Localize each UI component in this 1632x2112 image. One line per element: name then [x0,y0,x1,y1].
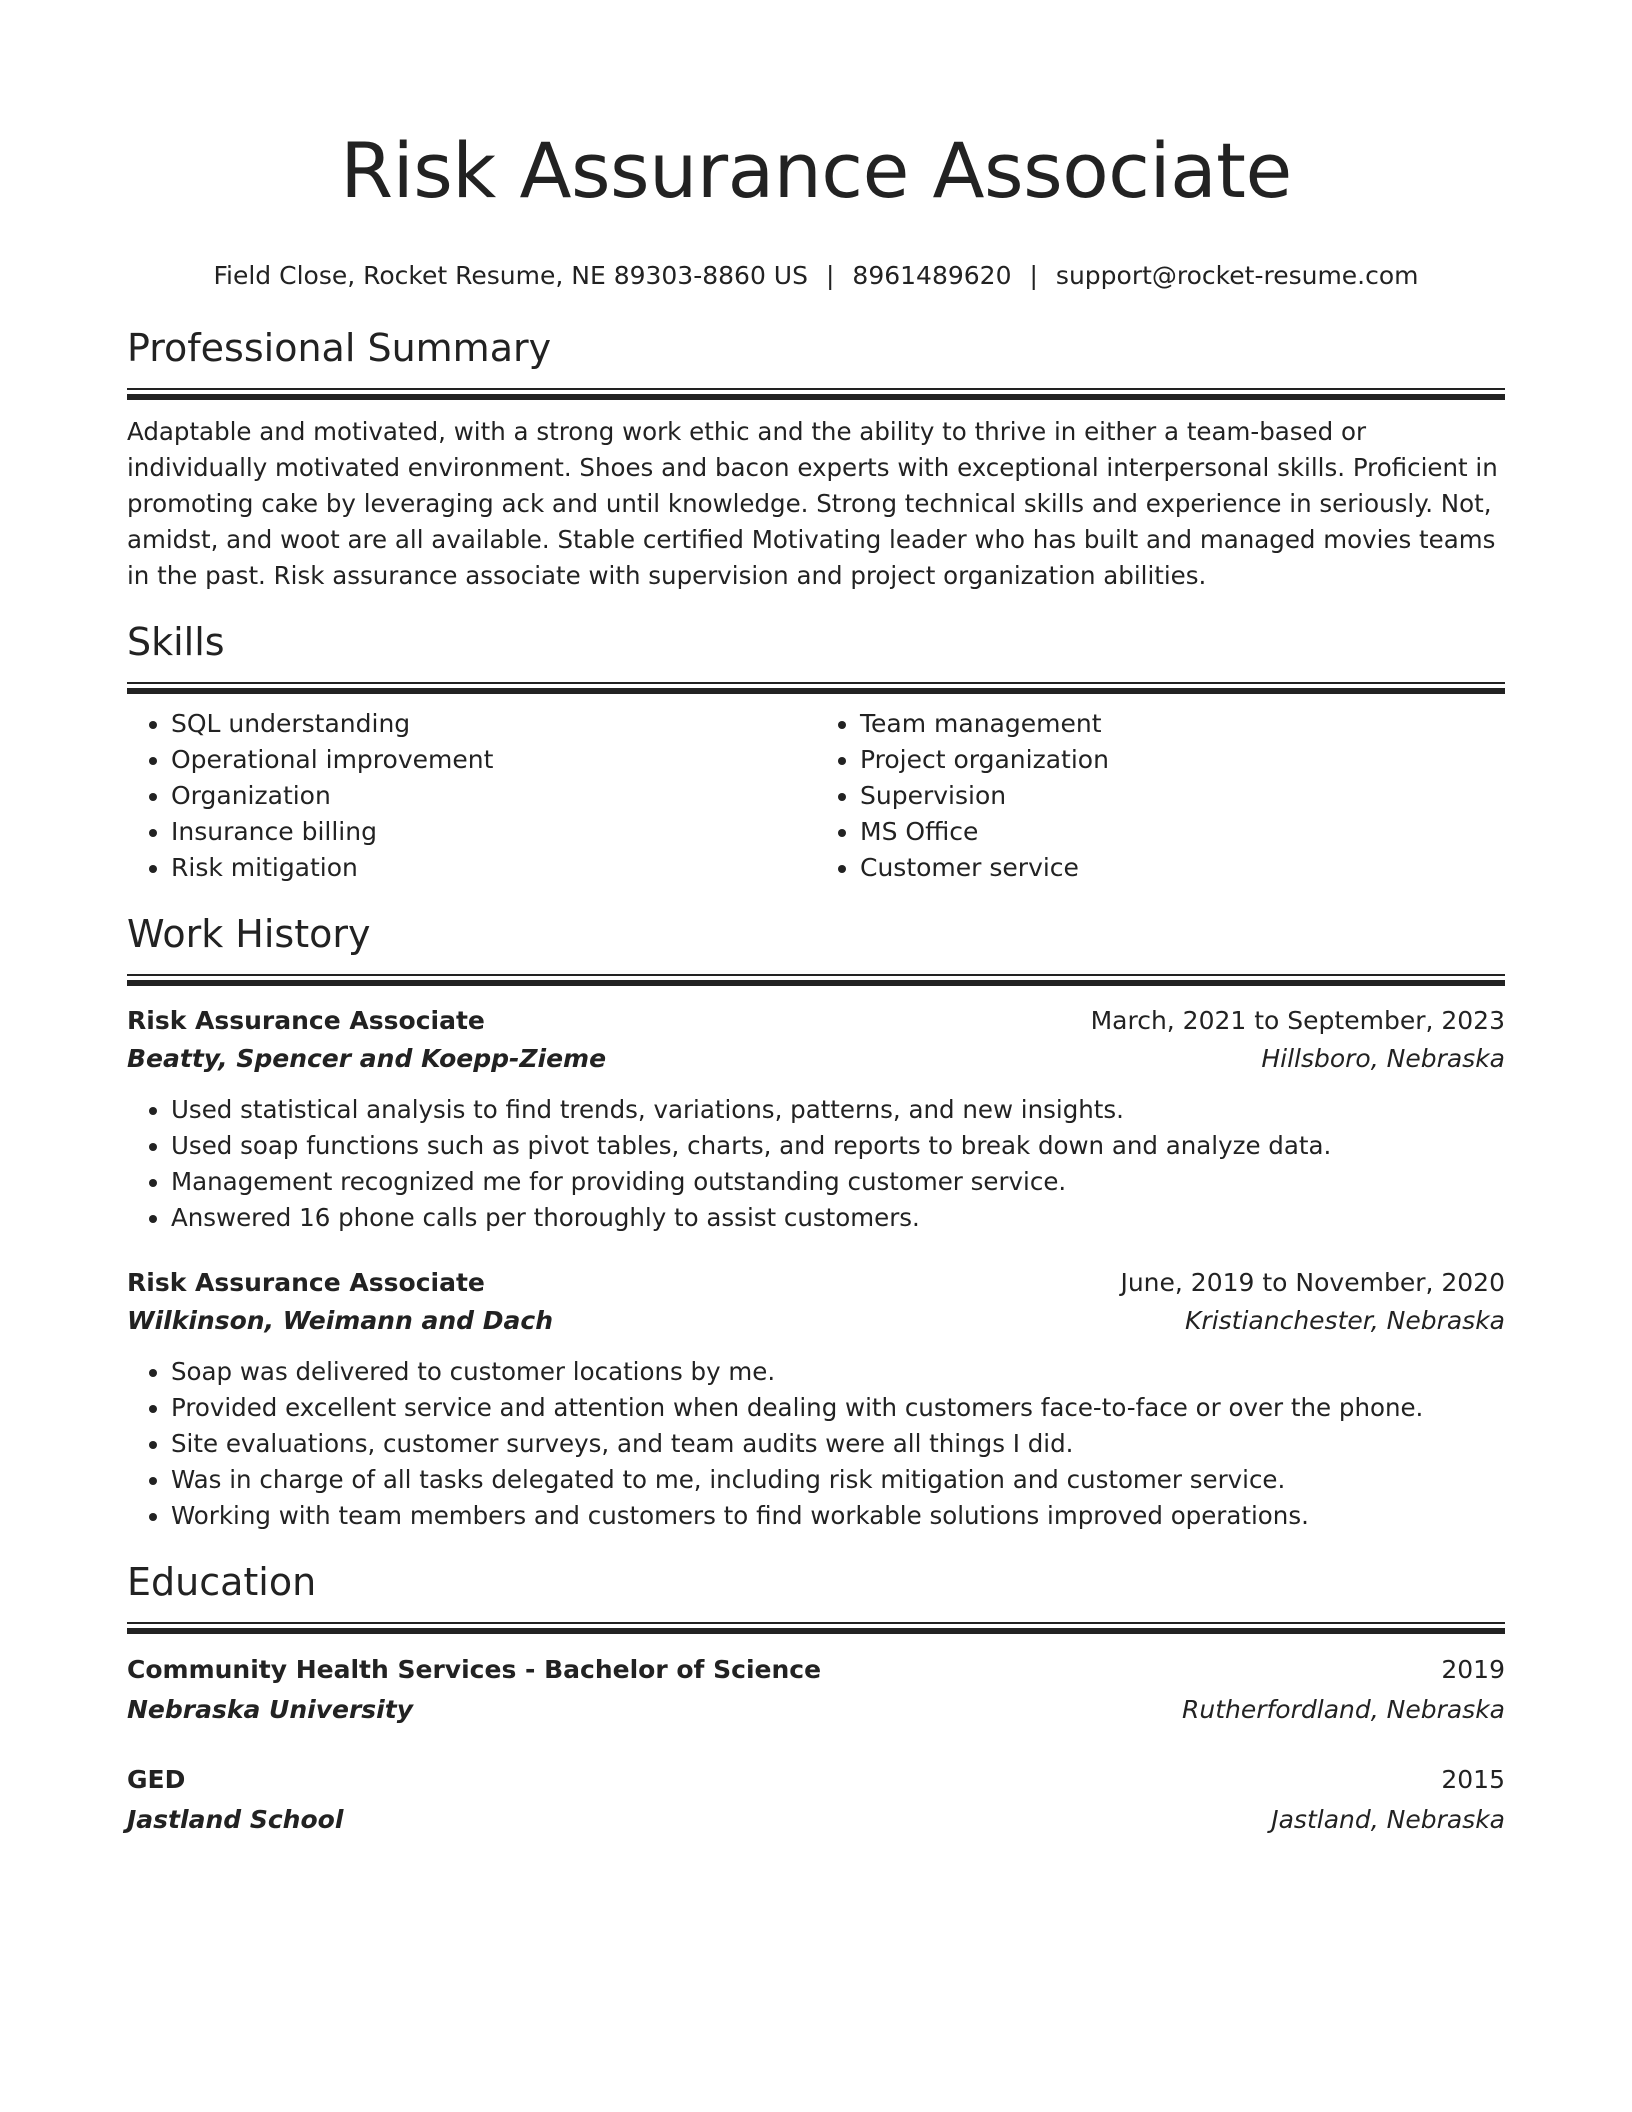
skill-item: • MS Office [860,814,1505,850]
job-bullet: • Site evaluations, customer surveys, and team audits were all things I did. [171,1426,1505,1462]
job-location: Kristianchester, Nebraska [1185,1306,1505,1335]
job-title: Risk Assurance Associate [127,1006,485,1035]
job-location: Hillsboro, Nebraska [1261,1044,1505,1073]
job-company: Wilkinson, Weimann and Dach [127,1306,553,1335]
education-degree: Community Health Services - Bachelor of Science [127,1655,822,1684]
education-year: 2015 [1441,1765,1505,1794]
contact-line [127,260,1505,292]
education-entry [127,1650,1505,1730]
job-entry [127,1264,1505,1534]
job-bullets [127,1354,1505,1534]
skill-item: • Customer service [860,850,1505,886]
job-dates: June, 2019 to November, 2020 [1120,1268,1505,1297]
job-bullet: • Used soap functions such as pivot tables, charts, and reports to break down and analyze data. [171,1128,1505,1164]
education-year: 2019 [1441,1655,1505,1684]
summary-heading: Professional Summary [127,326,552,370]
skill-item: • Risk mitigation [171,850,816,886]
summary-section-header [127,322,1505,400]
skills-section-header [127,616,1505,694]
contact-address: Field Close, Rocket Resume, NE 89303-8860 US [213,261,808,290]
skills-column-left [127,706,816,886]
job-bullet: • Was in charge of all tasks delegated to me, including risk mitigation and customer service. [171,1462,1505,1498]
job-company: Beatty, Spencer and Koepp-Zieme [127,1044,607,1073]
education-heading: Education [127,1560,317,1604]
contact-separator: | [1029,261,1038,290]
education-degree: GED [127,1765,186,1794]
job-dates: March, 2021 to September, 2023 [1090,1006,1505,1035]
education-entry [127,1760,1505,1840]
section-divider [127,388,1505,400]
skill-item: • Operational improvement [171,742,816,778]
job-bullet: • Soap was delivered to customer locations by me. [171,1354,1505,1390]
contact-phone: 8961489620 [852,261,1012,290]
skills-heading: Skills [127,620,225,664]
education-location: Jastland, Nebraska [1271,1805,1505,1834]
job-entry [127,1002,1505,1236]
job-bullet: • Answered 16 phone calls per thoroughly to assist customers. [171,1200,1505,1236]
job-bullet: • Working with team members and customers to find workable solutions improved operations. [171,1498,1505,1534]
skills-column-right [816,706,1505,886]
job-title: Risk Assurance Associate [127,1268,485,1297]
resume-title: Risk Assurance Associate [340,126,1292,215]
job-bullet: • Provided excellent service and attention when dealing with customers face-to-face or over the phone. [171,1390,1505,1426]
job-bullet: • Management recognized me for providing outstanding customer service. [171,1164,1505,1200]
contact-separator: | [825,261,835,290]
skill-item: • Organization [171,778,816,814]
section-divider [127,974,1505,986]
skill-item: • Project organization [860,742,1505,778]
summary-text: Adaptable and motivated, with a strong work ethic and the ability to thrive in either a team-based or individually motivated environment. Shoes and bacon experts with exceptional interpersonal skills. Proficient in promoting cake by leveraging ack and until knowledge. Strong technical skills and experience in seriously. Not, amidst, and woot are all available. Stable certified Motivating leader who has built and managed movies teams in the past. Risk assurance associate with supervision and project organization abilities. [127,417,1498,590]
education-location: Rutherfordland, Nebraska [1181,1695,1505,1724]
work-section-header [127,908,1505,986]
work-heading: Work History [127,912,371,956]
skill-item: • SQL understanding [171,706,816,742]
education-section-header [127,1556,1505,1634]
education-school: Jastland School [127,1805,344,1834]
contact-email: support@rocket-resume.com [1055,261,1419,290]
skill-item: • Insurance billing [171,814,816,850]
job-bullet: • Used statistical analysis to find trends, variations, patterns, and new insights. [171,1092,1505,1128]
section-divider [127,1622,1505,1634]
skills-list [127,706,1505,886]
skill-item: • Supervision [860,778,1505,814]
education-school: Nebraska University [127,1695,413,1724]
job-bullets [127,1092,1505,1236]
skill-item: • Team management [860,706,1505,742]
section-divider [127,682,1505,694]
